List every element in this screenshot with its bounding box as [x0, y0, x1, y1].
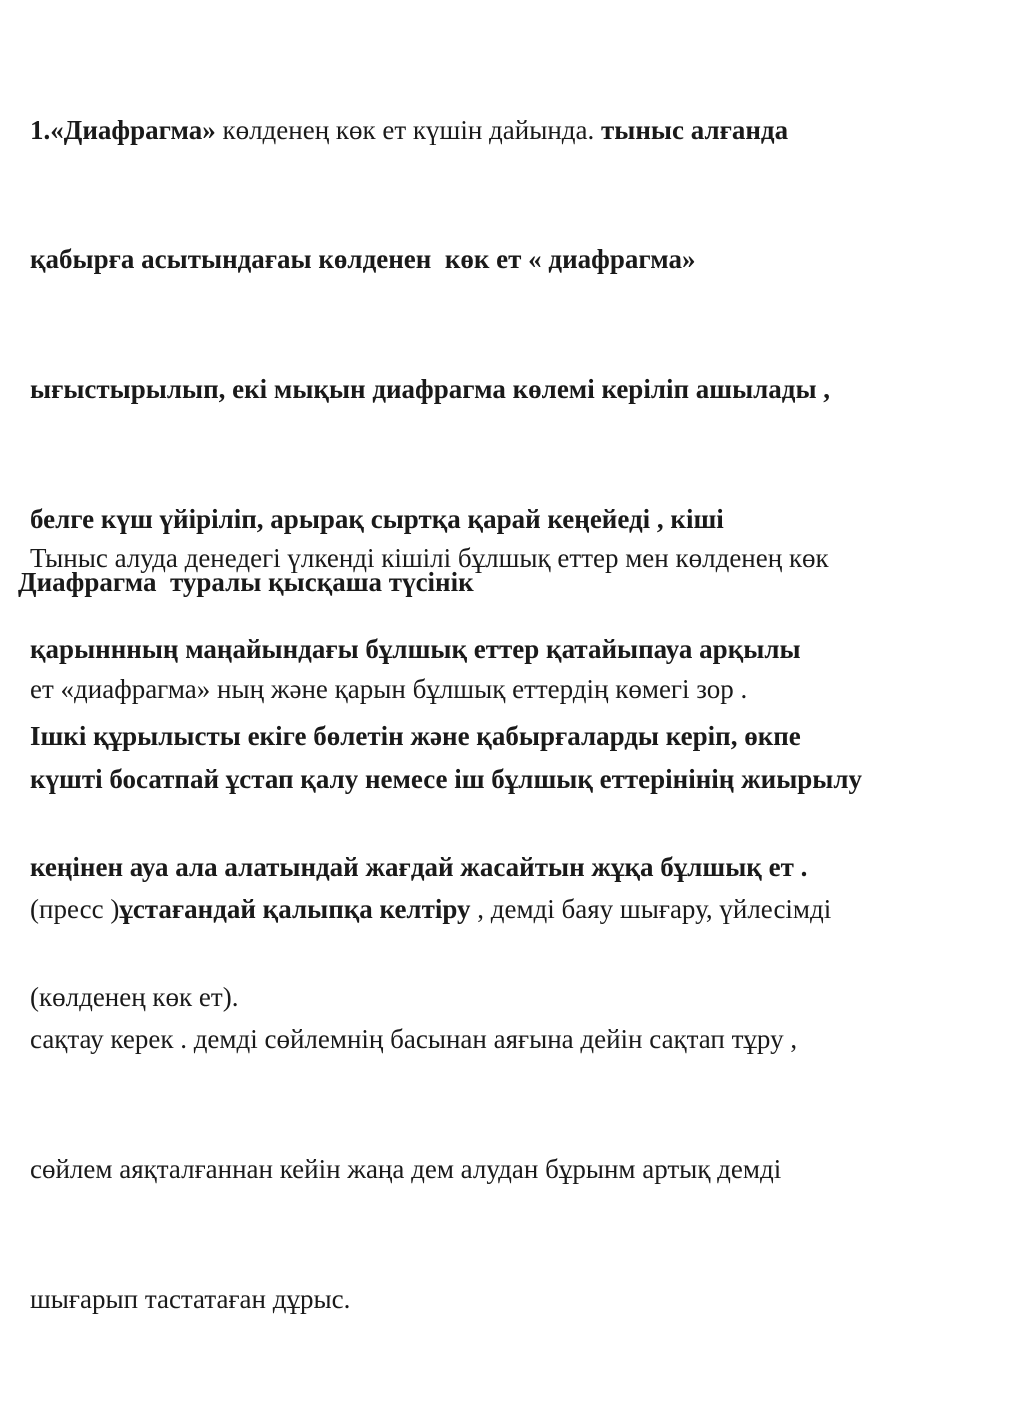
text-line: сақтау керек . демді сөйлемнің басынан аяғына дейін сақтап тұру , [30, 1023, 798, 1054]
section-heading: Диафрагма туралы қысқаша түсінік [18, 567, 474, 597]
text-line: Ішкі құрылысты екіге бөлетін және қабырғаларды керіп, өкпе [30, 721, 801, 751]
text-line: күшті босатпай ұстап қалу немесе іш бұлшық еттерінінің жиырылу [30, 764, 863, 795]
text-line: Тыныс алуда денедегі үлкенді кішілі бұлшық еттер мен көлденең көк [30, 543, 829, 573]
text-line: белге күш үйіріліп, арырақ сыртқа қарай кеңейеді , кіші [30, 504, 724, 535]
text-line: сөйлем аяқталғаннан кейін жаңа дем алудан бұрынм артық демді [30, 1153, 782, 1184]
text-line: ет «диафрагма» ның және қарын бұлшық еттердің көмегі зор . [30, 673, 748, 704]
text-line: (көлденең көк ет). [30, 982, 239, 1012]
bold-text: 1.«Диафрагма» [30, 114, 216, 145]
text-line: қабырға асытындағаы көлденен көк ет « диафрагма» [30, 244, 696, 275]
text-line: ығыстырылып, екі мықын диафрагма көлемі керіліп ашылады , [30, 374, 831, 405]
paragraph-diaphragm-definition [30, 628, 1020, 1107]
normal-text: көлденең көк ет күшін дайында. [215, 114, 595, 145]
normal-text: (пресс ) [30, 893, 120, 924]
text-line [30, 109, 1024, 152]
text-line: кеңінен ауа ала алатындай жағдай жасайтын жұқа бұлшық ет . [30, 851, 808, 882]
text-line: шығарып тастатаған дұрыс. [30, 1283, 351, 1314]
bold-text: ұстағандай қалыпқа келтіру [119, 893, 471, 924]
normal-text: , демді баяу шығару, үйлесімді [470, 893, 832, 924]
bold-text: тыныс алғанда [594, 114, 789, 145]
text-line: қарыннның маңайындағы бұлшық еттер қатайыпауа арқылы [30, 634, 801, 665]
